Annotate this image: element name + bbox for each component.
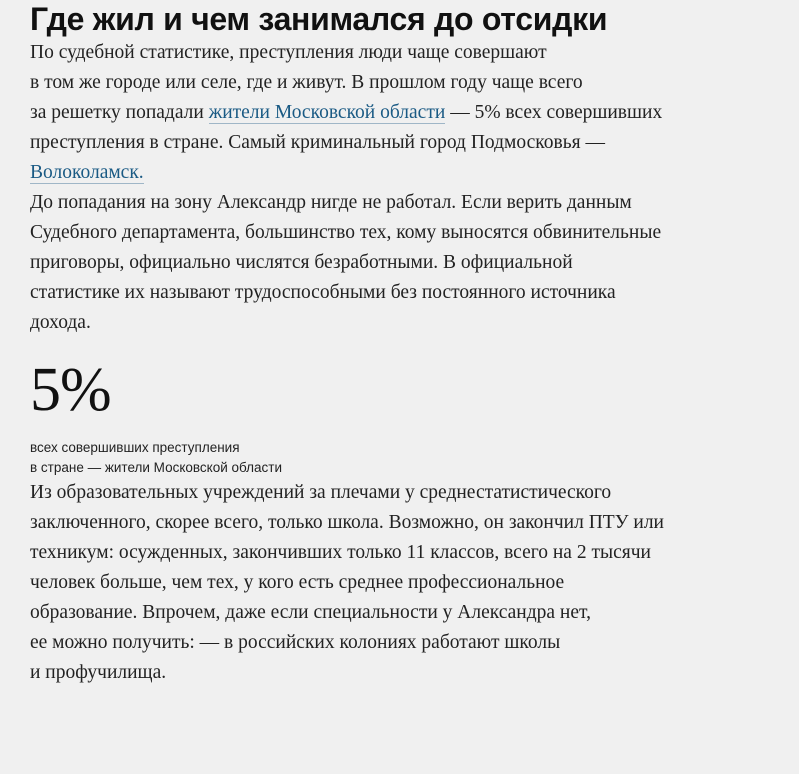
- volokolamsk-link[interactable]: Волоколамск.: [30, 162, 144, 183]
- paragraph-line: [30, 158, 775, 188]
- stat-value: 5%: [30, 356, 111, 424]
- paragraph-line: По судебной статистике, преступления люди чаще совершают: [30, 42, 547, 63]
- paragraph-line: приговоры, официально числятся безработными. В официальной: [30, 252, 573, 273]
- paragraph-line: Судебного департамента, большинство тех, кому выносятся обвинительные: [30, 222, 662, 243]
- paragraph-line: ее можно получить: — в российских колониях работают школы: [30, 632, 561, 653]
- paragraph-line: заключенного, скорее всего, только школа. Возможно, он закончил ПТУ или: [30, 512, 664, 533]
- section-heading: Где жил и чем занимался до отсидки: [30, 1, 608, 37]
- paragraph-residence: [30, 38, 775, 188]
- paragraph-line: образование. Впрочем, даже если специальности у Александра нет,: [30, 602, 591, 623]
- paragraph-employment: [30, 188, 775, 338]
- stat-caption-line: в стране — жители Московской области: [30, 460, 283, 475]
- stat-callout: [30, 358, 775, 478]
- paragraph-line: в том же городе или селе, где и живут. В прошлом году чаще всего: [30, 72, 583, 93]
- paragraph-line: техникум: осужденных, закончивших только 11 классов, всего на 2 тысячи: [30, 542, 651, 563]
- article-section: [30, 0, 775, 688]
- paragraph-line: человек больше, чем тех, у кого есть среднее профессиональное: [30, 572, 565, 593]
- paragraph-line: Из образовательных учреждений за плечами у среднестатистического: [30, 482, 612, 503]
- paragraph-text: — 5% всех совершивших: [445, 102, 663, 123]
- stat-caption: [30, 438, 775, 478]
- paragraph-line: преступления в стране. Самый криминальный город Подмосковья —: [30, 132, 605, 153]
- paragraph-line: дохода.: [30, 312, 91, 333]
- paragraph-text: за решетку попадали: [30, 102, 209, 123]
- moscow-region-link[interactable]: жители Московской области: [208, 102, 446, 123]
- stat-caption-line: всех совершивших преступления: [30, 440, 240, 455]
- paragraph-line: [30, 98, 775, 128]
- paragraph-line: До попадания на зону Александр нигде не работал. Если верить данным: [30, 192, 632, 213]
- paragraph-education: [30, 478, 775, 688]
- paragraph-line: и профучилища.: [30, 662, 167, 683]
- paragraph-line: статистике их называют трудоспособными без постоянного источника: [30, 282, 616, 303]
